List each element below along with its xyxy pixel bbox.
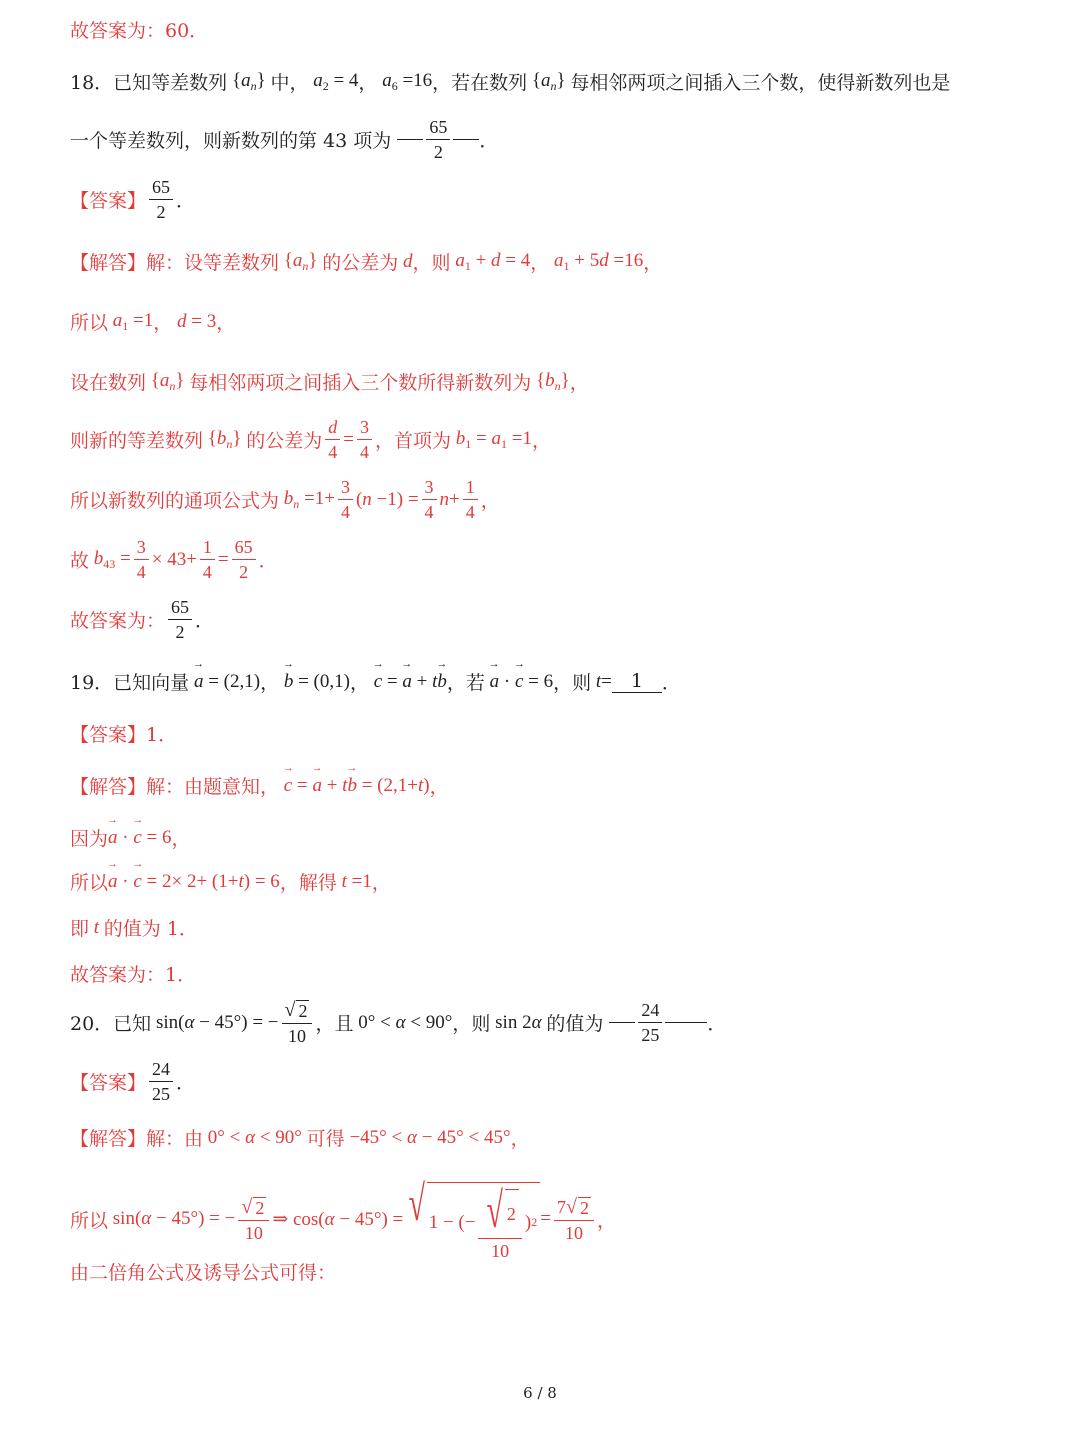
q18-answer: 【答案】 $\frac{65}{2}$ ． — [70, 177, 196, 222]
q20-answer: 【答案】 $\frac{24}{25}$ ． — [70, 1059, 196, 1104]
q19-solution-line1: 【解答】 解：由题意知， → c = → a + t→ b = (2,1+t) ， — [70, 772, 1040, 799]
page-number: 6 / 8 — [523, 1384, 557, 1402]
q20-solution-line1: 【解答】 解：由 0° < α < 90° 可得 −45° < α − 45° < 45° ， — [70, 1126, 530, 1150]
q18-solution-line4: 则新的等差数列 $\{b_n\}$ 的公差为 $\frac{d}{4}$ = $\frac{3}{4}$ ，首项为 $b_1 = a_1 =1$ ， — [70, 417, 551, 462]
q19-solution-line4: 即 t 的值为 1． — [70, 916, 198, 940]
q18-solution-line3: 设在数列 $\{a_n\}$ 每相邻两项之间插入三个数所得新数列为 $\{b_n\}$ ， — [70, 369, 589, 394]
q18-solution-line5: 所以新数列的通项公式为 $b_n =1+$ $\frac{3}{4}$ (n −1) = $\frac{3}{4}$ n + $\frac{1}{4}$ ， — [70, 477, 500, 522]
q18-solution-line1: 【解答】 解：设等差数列 $\{a_n\}$ 的公差为 d ，则 $a_1 + d = 4$ ， $a_1 + 5d =16$ ， — [70, 249, 663, 274]
q20-stem: 20．已知 sin(α − 45°) = − √ 2 10 ，且 0° < α < 90° ，则 sin 2α 的值为 $\frac{24}{25}$ ． — [70, 999, 727, 1046]
answer-label: 【答案】 — [70, 1072, 147, 1094]
q20-solution-line3: 由二倍角公式及诱导公式可得： — [70, 1262, 337, 1284]
answer-label: 【答案】 — [70, 724, 147, 746]
q18-final-answer: 故答案为： $\frac{65}{2}$ ． — [70, 597, 215, 642]
answer-label: 【答案】 — [70, 190, 147, 212]
q19-answer: 【答案】 1． — [70, 720, 1040, 747]
q20-solution-line2: 所以 sin(α − 45°) = − √ 2 10 ⇒ cos(α − 45°) = √ 1 − (− √ 2 10 ) 2 = 7 √ 2 10 ， — [70, 1175, 616, 1261]
q19-final-answer: 故答案为：1． — [70, 964, 197, 986]
q18-answer-blank: $\frac{65}{2}$ ． — [391, 118, 498, 161]
q18-stem-line2: 一个等差数列，则新数列的第 43 项为 $\frac{65}{2}$ ． — [70, 117, 499, 162]
q17-final-answer: 故答案为：60． — [70, 20, 209, 42]
q18-solution-line2: 所以 $a_1 =1$ ， d = 3 ， — [70, 309, 236, 334]
q19-answer-blank: 1 — [612, 670, 662, 693]
q19-stem: 19．已知向量 → a = (2,1) ， → b = (0,1) ， → c = → a + t→ b ，若 → a · → c = 6 ，则 t = 1 ． — [70, 668, 1040, 695]
q18-stem-line1: 18．已知等差数列 $\{a_n\}$ 中， $a_2 = 4$ ， $a_6 =16$ ，若在数列 $\{a_n\}$ 每相邻两项之间插入三个数，使得新数列也是 — [70, 69, 951, 94]
q18-solution-line6: 故 $b_{43}$ = $\frac{3}{4}$ × 43+ $\frac{1}{4}$ = $\frac{65}{2}$ ． — [70, 537, 278, 582]
q20-answer-blank: $\frac{24}{25}$ ． — [603, 1001, 726, 1044]
q19-solution-line3: 所以 → a · → c = 2× 2+ (1+t) = 6 ，解得 t =1 ， — [70, 868, 1040, 895]
q19-solution-line2: 因为 → a · → c = 6 ， — [70, 824, 1040, 851]
